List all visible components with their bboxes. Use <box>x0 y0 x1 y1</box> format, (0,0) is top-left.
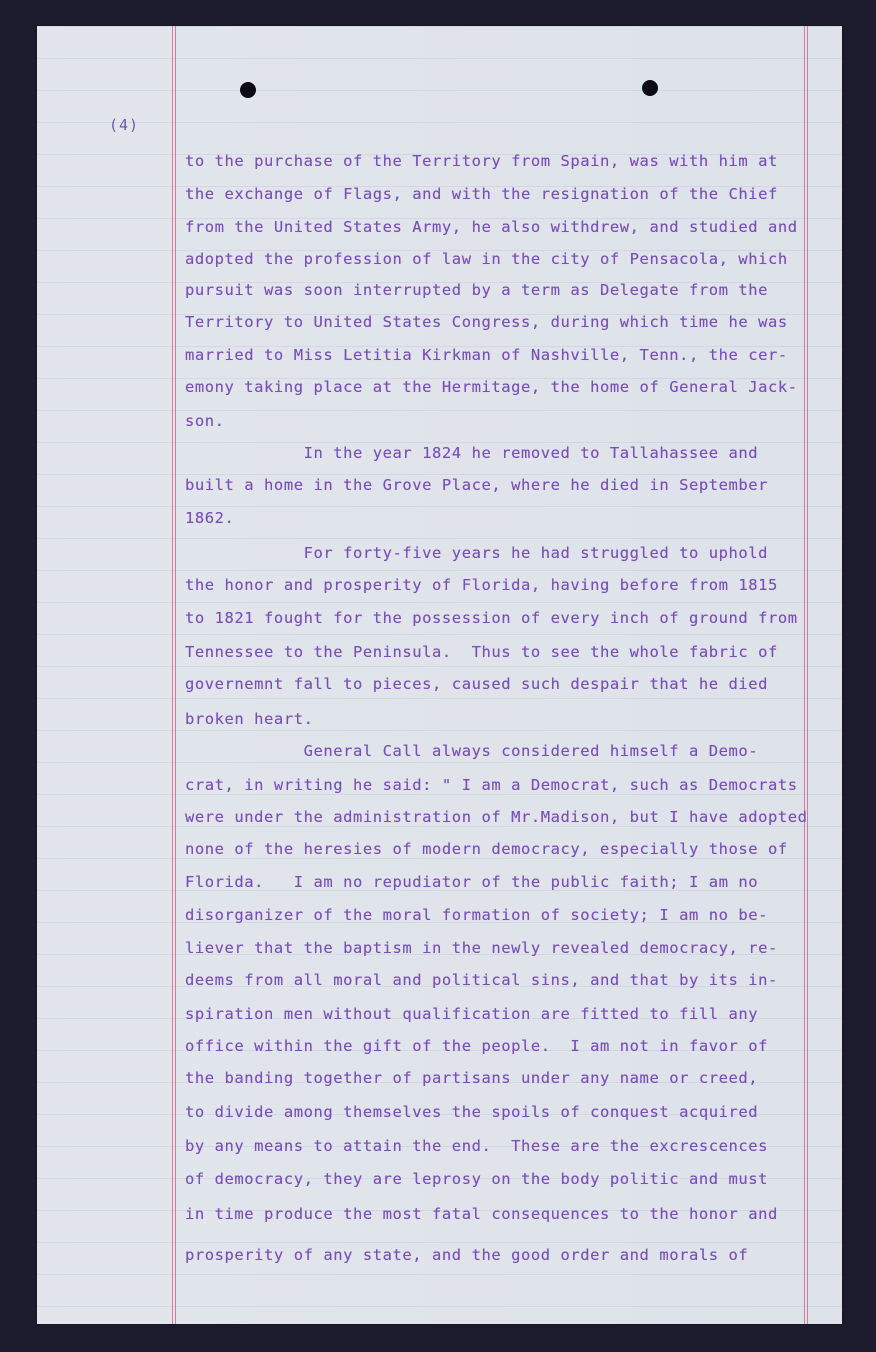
text-line: prosperity of any state, and the good order and morals of <box>185 1246 749 1264</box>
text-line: In the year 1824 he removed to Tallahassee and <box>185 444 759 462</box>
text-line: For forty-five years he had struggled to uphold <box>185 544 769 562</box>
text-line: the exchange of Flags, and with the resignation of the Chief <box>185 185 778 203</box>
text-line: deems from all moral and political sins, and that by its in- <box>185 971 778 989</box>
text-line: the banding together of partisans under any name or creed, <box>185 1069 759 1087</box>
text-line: emony taking place at the Hermitage, the home of General Jack- <box>185 378 798 396</box>
right-margin-rule-outer <box>807 26 808 1324</box>
text-line: to the purchase of the Territory from Spain, was with him at <box>185 152 778 170</box>
right-margin-rule <box>804 26 805 1324</box>
text-line: pursuit was soon interrupted by a term as Delegate from the <box>185 281 769 299</box>
text-line: governemnt fall to pieces, caused such despair that he died <box>185 675 769 693</box>
text-line: of democracy, they are leprosy on the body politic and must <box>185 1170 769 1188</box>
text-line: Territory to United States Congress, during which time he was <box>185 313 788 331</box>
text-line: Florida. I am no repudiator of the public faith; I am no <box>185 873 759 891</box>
text-line: General Call always considered himself a Demo- <box>185 742 759 760</box>
text-line: broken heart. <box>185 710 314 728</box>
text-line: none of the heresies of modern democracy, especially those of <box>185 840 788 858</box>
left-margin-rule-inner <box>175 26 176 1324</box>
text-line: married to Miss Letitia Kirkman of Nashville, Tenn., the cer- <box>185 346 788 364</box>
text-line: adopted the profession of law in the city of Pensacola, which <box>185 250 788 268</box>
typed-page <box>37 26 842 1324</box>
page-number: (4) <box>109 116 140 134</box>
text-line: 1862. <box>185 509 235 527</box>
text-line: Tennessee to the Peninsula. Thus to see the whole fabric of <box>185 643 778 661</box>
text-line: spiration men without qualification are fitted to fill any <box>185 1005 759 1023</box>
text-line: by any means to attain the end. These are the excrescences <box>185 1137 769 1155</box>
text-line: the honor and prosperity of Florida, having before from 1815 <box>185 576 778 594</box>
punch-hole-left <box>240 82 256 98</box>
text-line: in time produce the most fatal consequences to the honor and <box>185 1205 778 1223</box>
text-line: office within the gift of the people. I am not in favor of <box>185 1037 769 1055</box>
text-line: disorganizer of the moral formation of society; I am no be- <box>185 906 769 924</box>
punch-hole-right <box>642 80 658 96</box>
text-line: from the United States Army, he also withdrew, and studied and <box>185 218 798 236</box>
text-line: to divide among themselves the spoils of conquest acquired <box>185 1103 759 1121</box>
text-line: liever that the baptism in the newly revealed democracy, re- <box>185 939 778 957</box>
text-line: were under the administration of Mr.Madison, but I have adopted <box>185 808 808 826</box>
text-line: to 1821 fought for the possession of every inch of ground from <box>185 609 798 627</box>
text-line: built a home in the Grove Place, where he died in September <box>185 476 769 494</box>
text-line: son. <box>185 412 225 430</box>
left-margin-rule <box>172 26 173 1324</box>
text-line: crat, in writing he said: " I am a Democrat, such as Democrats <box>185 776 798 794</box>
